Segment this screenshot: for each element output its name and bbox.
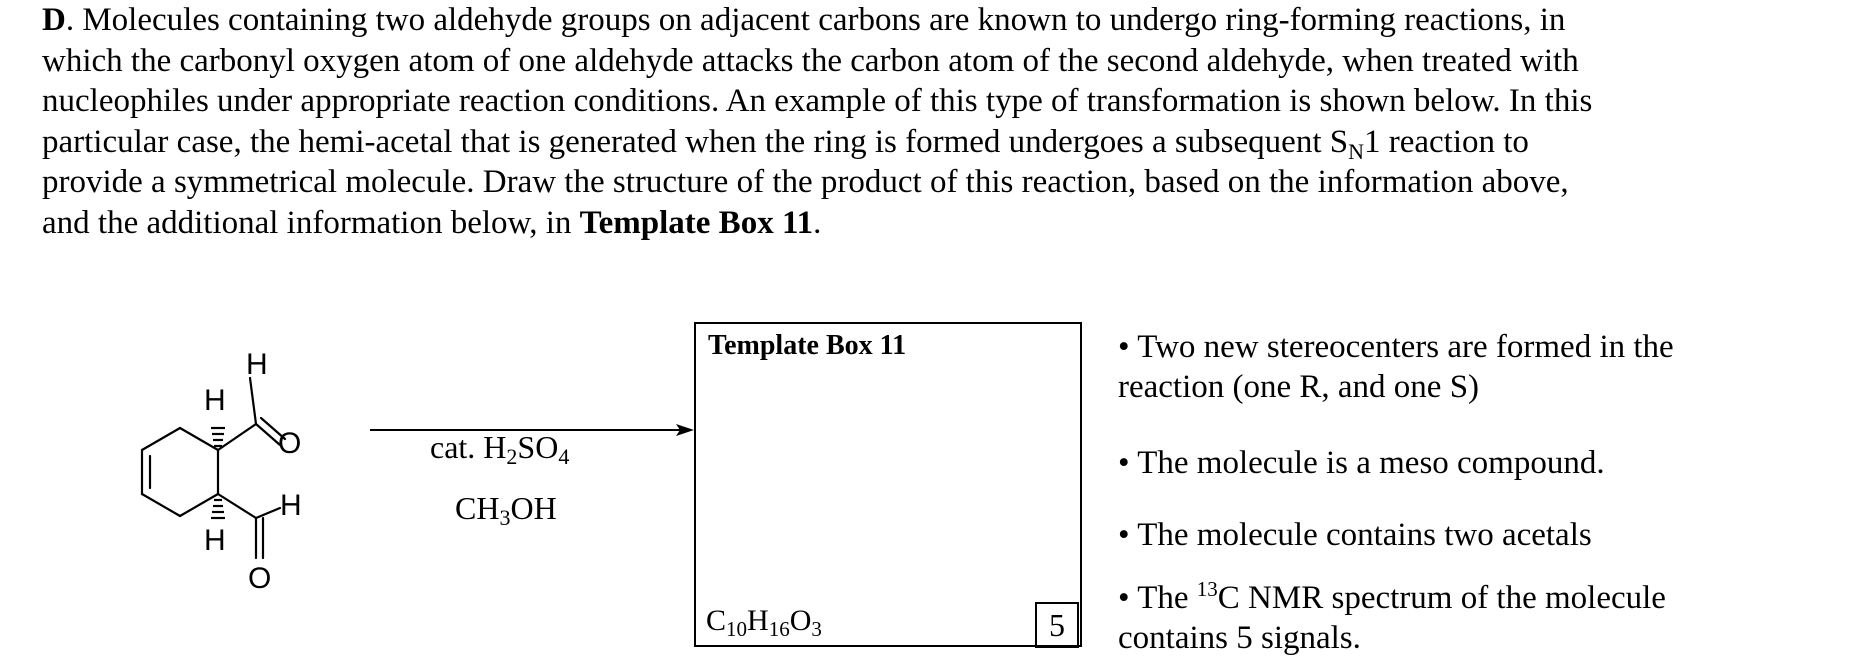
atom-label-h-aldehyde-2: H xyxy=(280,489,302,522)
atom-label-h-upper: H xyxy=(204,384,226,417)
lower-aldehyde-bond xyxy=(218,494,256,518)
starting-material-structure xyxy=(120,340,360,625)
atom-label-h-lower: H xyxy=(204,524,226,557)
hint-bullet-nmr: • The $^{13}$C NMR spectrum of the molecule contains 5 signals. xyxy=(1118,577,1666,656)
dialdehyde-molecule xyxy=(120,340,360,620)
template-box-reference: Template Box 11 xyxy=(579,204,814,241)
question-text-end: . xyxy=(813,204,822,241)
molecular-formula: $C_{10}H_{16}O_3$ xyxy=(706,604,822,641)
template-box-title: Template Box 11 xyxy=(708,330,907,361)
reaction-arrow xyxy=(360,420,700,440)
atom-label-o-aldehyde-2: O xyxy=(248,562,272,595)
question-letter: D xyxy=(42,2,66,38)
hint-bullet-meso: • The molecule is a meso compound. xyxy=(1118,445,1605,481)
reagent-catalyst: cat. $H_2SO_4$ xyxy=(430,429,570,469)
points-badge: 5 xyxy=(1035,602,1079,648)
hint-bullet-stereocenters: • Two new stereocenters are formed in the reaction (one R, and one S) xyxy=(1118,329,1674,405)
reagent-solvent: $CH_3OH$ xyxy=(455,490,557,530)
hint-bullet-acetals: • The molecule contains two acetals xyxy=(1118,517,1592,553)
atom-label-h-aldehyde-1: H xyxy=(246,348,268,381)
question-text-part-2: 1 reaction to provide a symmetrical molecule. Draw the structure of the product of this reaction, based on the information above, and the additional information below, in xyxy=(42,123,1569,241)
sn1-subscript: N xyxy=(1348,138,1364,164)
atom-label-o-aldehyde-1: O xyxy=(278,427,302,460)
question-text xyxy=(42,0,1622,243)
question-text-part-1: . Molecules containing two aldehyde groups on adjacent carbons are known to undergo ring-forming reactions, in which the carbonyl oxygen atom of one aldehyde attacks the carbon atom of the second aldehyde, when treated with nucleophiles under appropriate reaction conditions. An example of this type of transformation is shown below. In this particular case, the hemi-acetal that is generated when the ring is formed undergoes a subsequent S xyxy=(42,2,1593,160)
template-box-11[interactable] xyxy=(694,322,1082,647)
